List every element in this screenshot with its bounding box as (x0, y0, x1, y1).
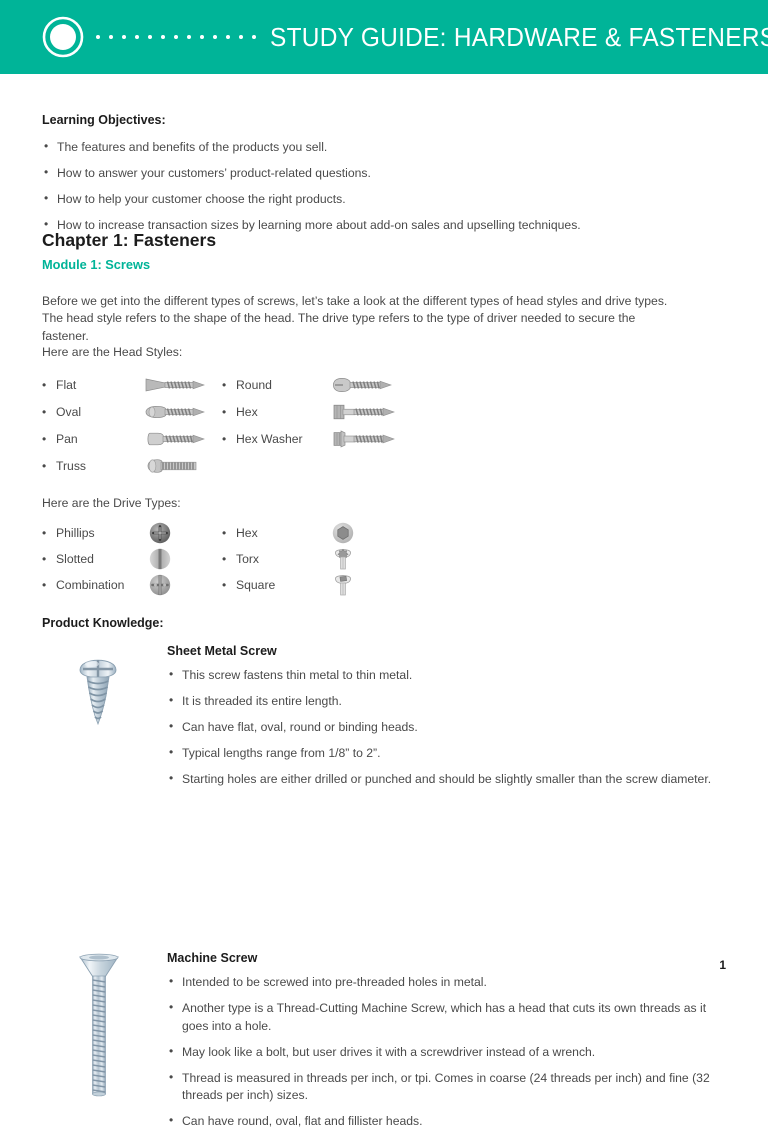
head-style-label: Pan (56, 431, 78, 446)
bullet-glyph: • (42, 404, 47, 419)
list-item: • This screw fastens thin metal to thin metal. (167, 667, 727, 684)
head-style-label: Round (236, 377, 272, 392)
drive-types-section (42, 496, 726, 606)
leader-dot (148, 35, 152, 39)
list-item: • Another type is a Thread-Cutting Machine Screw, which has a head that cuts its own threads as it goes into a hole. (167, 1000, 727, 1034)
intro-paragraph-block (42, 293, 682, 345)
product-name: Machine Screw (167, 951, 258, 966)
learning-objectives-section (42, 112, 726, 244)
product-sheet-metal-screw (42, 644, 726, 788)
list-item: • How to answer your customers’ product-related questions. (42, 165, 726, 182)
drive-type-label: Torx (236, 552, 260, 566)
bullet-glyph: • (222, 404, 227, 419)
flat-head-screw-icon (144, 376, 206, 394)
product-knowledge-heading: Product Knowledge: (42, 616, 164, 630)
drive-type-label: Phillips (56, 526, 95, 540)
drive-types-right-column (222, 520, 482, 598)
phillips-drive-icon (148, 521, 172, 545)
leader-dot (187, 35, 191, 39)
head-styles-right-column (222, 371, 482, 452)
product-bullets (167, 667, 727, 788)
list-item: • How to help your customer choose the right products. (42, 191, 726, 208)
torx-drive-icon (331, 546, 355, 572)
leader-dot (226, 35, 230, 39)
bullet-glyph: • (42, 526, 47, 540)
sheet-metal-screw-photo (70, 644, 126, 745)
bullet-glyph: • (222, 431, 227, 446)
head-style-label: Hex Washer (236, 431, 303, 446)
hex-head-screw-icon (331, 403, 397, 421)
machine-screw-photo (74, 951, 124, 1106)
bullet-glyph: • (222, 552, 227, 566)
leader-dot (200, 35, 204, 39)
bullet-glyph: • (222, 526, 227, 540)
product-knowledge-section (42, 615, 726, 631)
hex-drive-icon (331, 521, 355, 545)
bullet-glyph: • (42, 578, 47, 592)
list-item: • Can have round, oval, flat and fillister heads. (167, 1113, 727, 1130)
head-styles-section (42, 345, 726, 481)
drive-types-grid (42, 520, 726, 606)
drive-type-hex (222, 520, 482, 546)
bullet-glyph: • (42, 377, 47, 392)
list-item: • The features and benefits of the products you sell. (42, 139, 726, 156)
learning-objectives-list (42, 139, 726, 234)
head-style-round (222, 371, 482, 398)
truss-head-screw-icon (144, 456, 206, 476)
square-drive-icon (331, 572, 355, 598)
module-title: Module 1: Screws (42, 257, 151, 272)
head-style-truss (42, 452, 262, 479)
list-item: • How to increase transaction sizes by learning more about add-on sales and upselling techniques. (42, 217, 726, 234)
page-title: STUDY GUIDE: HARDWARE & FASTENERS (270, 21, 776, 52)
drive-type-torx (222, 546, 482, 572)
drive-type-square (222, 572, 482, 598)
leader-dot (161, 35, 165, 39)
head-styles-lead: Here are the Head Styles: (42, 345, 183, 359)
bullet-glyph: • (222, 578, 227, 592)
drive-types-lead: Here are the Drive Types: (42, 496, 181, 510)
leader-dot (239, 35, 243, 39)
pan-head-screw-icon (144, 430, 206, 448)
product-body (167, 951, 727, 1130)
drive-type-label: Slotted (56, 552, 94, 566)
hex-washer-head-screw-icon (331, 429, 397, 449)
head-style-label: Oval (56, 404, 82, 419)
round-head-screw-icon (331, 376, 393, 394)
list-item: • May look like a bolt, but user drives it with a screwdriver instead of a wrench. (167, 1044, 727, 1061)
bullet-glyph: • (42, 431, 47, 446)
oval-head-screw-icon (144, 403, 206, 421)
bullet-glyph: • (222, 377, 227, 392)
slotted-drive-icon (148, 547, 172, 571)
list-item: • Starting holes are either drilled or punched and should be slightly smaller than the screw diameter. (167, 771, 727, 788)
product-name: Sheet Metal Screw (167, 644, 277, 658)
head-style-hex (222, 398, 482, 425)
leader-dot (109, 35, 113, 39)
list-item: • Thread is measured in threads per inch, or tpi. Comes in coarse (24 threads per inch) and fine (32 threads per inch) sizes. (167, 1070, 727, 1104)
leader-dot (174, 35, 178, 39)
header-dot-leader (96, 35, 256, 39)
leader-dot (135, 35, 139, 39)
head-styles-grid (42, 371, 726, 481)
product-bullets (167, 974, 727, 1130)
list-item: • Can have flat, oval, round or binding heads. (167, 719, 727, 736)
bullet-glyph: • (42, 552, 47, 566)
list-item: • Typical lengths range from 1/8” to 2”. (167, 745, 727, 762)
list-item: • Intended to be screwed into pre-threaded holes in metal. (167, 974, 727, 991)
leader-dot (122, 35, 126, 39)
list-item: • It is threaded its entire length. (167, 693, 727, 710)
circle-ring-icon (42, 16, 84, 58)
drive-type-label: Square (236, 578, 276, 592)
leader-dot (213, 35, 217, 39)
product-machine-screw (42, 951, 726, 1130)
intro-paragraph: Before we get into the different types of screws, let’s take a look at the different types of head styles and drive types. The head style refers to the shape of the head. The drive type refers to the type of driver needed to secure the fastener. (42, 294, 668, 343)
page-header (0, 0, 776, 74)
head-style-label: Flat (56, 377, 77, 392)
product-body (167, 644, 727, 788)
chapter-section (42, 230, 726, 272)
head-style-label: Truss (56, 458, 87, 473)
combination-drive-icon (148, 573, 172, 597)
chapter-title: Chapter 1: Fasteners (42, 230, 217, 250)
leader-dot (252, 35, 256, 39)
drive-type-label: Combination (56, 578, 125, 592)
leader-dot (96, 35, 100, 39)
head-style-hex-washer (222, 425, 482, 452)
head-style-label: Hex (236, 404, 258, 419)
drive-type-label: Hex (236, 526, 258, 540)
bullet-glyph: • (42, 458, 47, 473)
learning-objectives-heading: Learning Objectives: (42, 113, 166, 127)
page-number: 1 (719, 958, 726, 972)
